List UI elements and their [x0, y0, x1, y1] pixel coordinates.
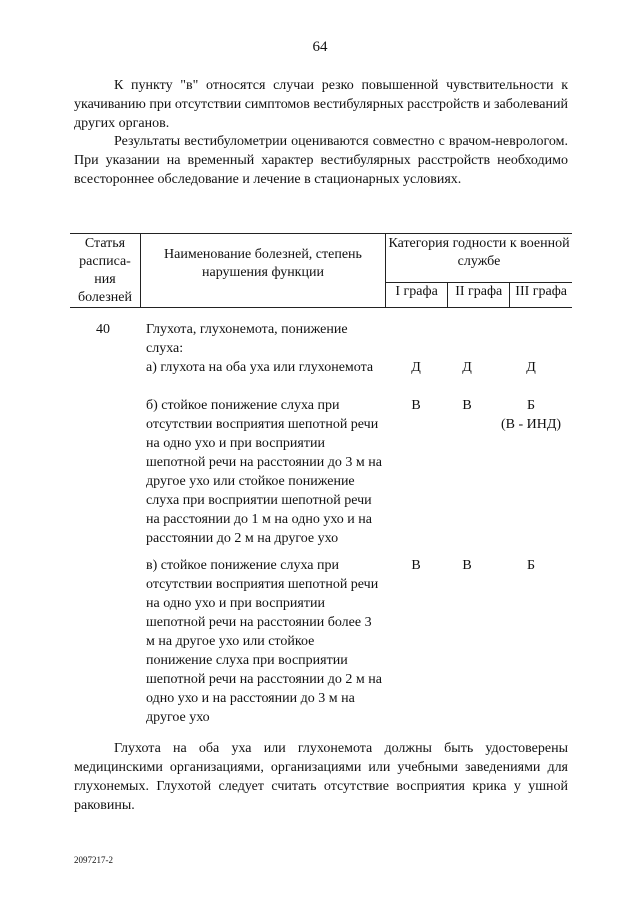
row-graph-2: Д [462, 360, 472, 375]
paragraph-vestibulometry: Результаты вестибулометрии оцениваются совместно с врачом-неврологом. При указании на временный характер вестибулярных расстройств необходимо всестороннее обследование и лечение в стационарных условиях. [74, 134, 568, 187]
table-header [70, 233, 572, 308]
row-graph-3: Д [526, 360, 536, 375]
header-graph-1: I графа [386, 283, 448, 308]
header-name-column [141, 234, 386, 308]
header-graph-2: II графа [448, 283, 510, 308]
header-article-column: Статья расписа-ния болезней [70, 234, 141, 308]
row-graph-2: В [462, 398, 472, 413]
row-graph-1: В [411, 398, 421, 413]
row-graph-2: В [462, 558, 472, 573]
paragraph-deafness-certification: Глухота на оба уха или глухонемота должны быть удостоверены медицинскими организациями, организациями или учебными заведениями для глухонемых. Глухотой следует считать отсутствие восприятия крика у ушной раковины. [74, 741, 568, 813]
article-number: 40 [96, 322, 110, 337]
document-code: 2097217-2 [74, 855, 113, 865]
row-graph-1: Д [411, 360, 421, 375]
row-name: в) стойкое понижение слуха при отсутствии восприятия шепотной речи на одно ухо и при восприятии шепотной речи на расстоянии более 3 м на другое ухо или стойкое понижение слуха при восприятии шепотной речи на расстоянии до 2 м на одно ухо и на расстоянии до 3 м на другое ухо [146, 558, 382, 725]
row-name: б) стойкое понижение слуха при отсутствии восприятия шепотной речи на одно ухо и при восприятии шепотной речи на расстоянии до 3 м на другое ухо или стойкое понижение слуха при восприятии шепотной речи на расстоянии до 1 м на одно ухо и на расстоянии до 2 м на другое ухо [146, 398, 382, 546]
paragraph-seasickness: К пункту "в" относятся случаи резко повышенной чувствительности к укачиванию при отсутствии симптомов вестибулярных расстройств и заболеваний других органов. [74, 78, 568, 131]
row-graph-3-value: Б [526, 398, 536, 413]
row-graph-3 [492, 396, 570, 434]
row-name: а) глухота на оба уха или глухонемота [146, 360, 374, 375]
header-graph-3: III графа [510, 283, 572, 308]
header-category-column: Категория годности к военной службе [386, 234, 573, 283]
page-number: 64 [312, 39, 328, 55]
article-title: Глухота, глухонемота, понижение слуха: [146, 322, 348, 356]
header-name-label: Наименование болезней, степень нарушения функции [164, 247, 362, 280]
row-graph-3-note: (В - ИНД) [500, 417, 562, 432]
row-graph-3: Б [526, 558, 536, 573]
row-graph-1: В [411, 558, 421, 573]
